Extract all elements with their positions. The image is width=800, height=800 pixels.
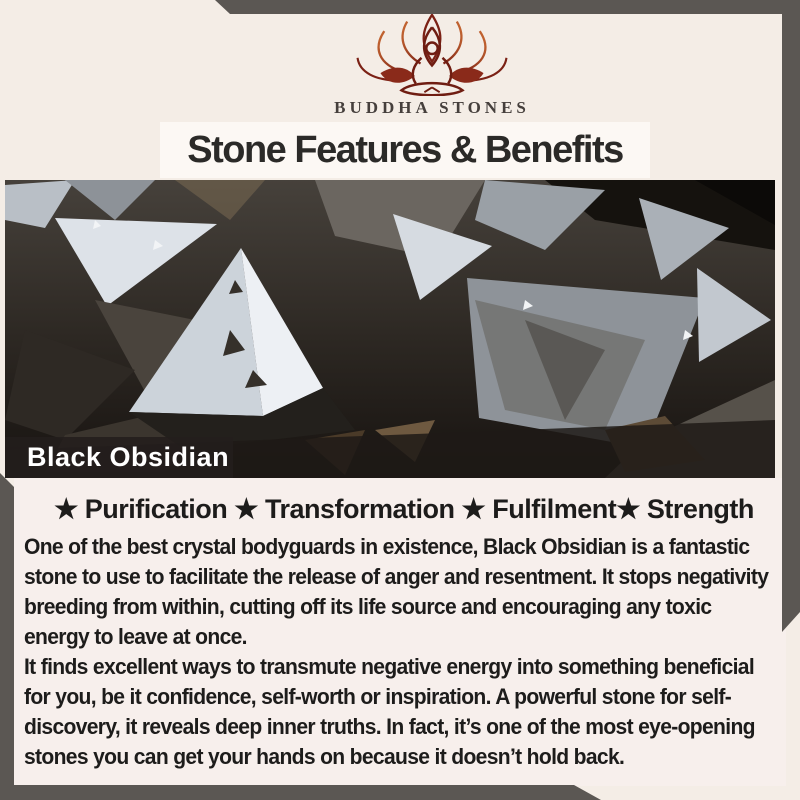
black-obsidian-photo (5, 180, 775, 478)
frame-top-bar (215, 0, 800, 14)
stone-name-label: Black Obsidian (27, 442, 230, 472)
section-banner (160, 122, 650, 178)
frame-bottom-bar (0, 785, 601, 800)
brand-logo-block (300, 12, 564, 118)
benefits-text-panel (14, 478, 786, 786)
obsidian-crystals-illustration (5, 180, 775, 478)
description-paragraph-2: It finds excellent ways to transmute negative energy into something beneficial for you, be it confidence, self-worth or inspiration. A powerful stone for self-discovery, it reveals deep inner truths. In fact, it’s one of the most eye-opening stones you can get your hands on because it doesn’t hold back. (24, 654, 755, 769)
section-title: Stone Features & Benefits (187, 128, 623, 171)
description-paragraph-1: One of the best crystal bodyguards in existence, Black Obsidian is a fantastic stone to use to facilitate the release of anger and resentment. It stops negativity breeding from within, cutting off its life source and encouraging any toxic energy to leave at once. (24, 534, 769, 649)
frame-left-bar (0, 473, 14, 800)
photo-label-bar (5, 437, 233, 478)
feature-keywords-line: ★ Purification ★ Transformation ★ Fulfilment★ Strength (54, 494, 754, 524)
stone-description (24, 532, 771, 772)
brand-name: BUDDHA STONES (334, 98, 530, 117)
frame-right-bar (782, 0, 800, 632)
lotus-meditation-icon (344, 12, 520, 96)
